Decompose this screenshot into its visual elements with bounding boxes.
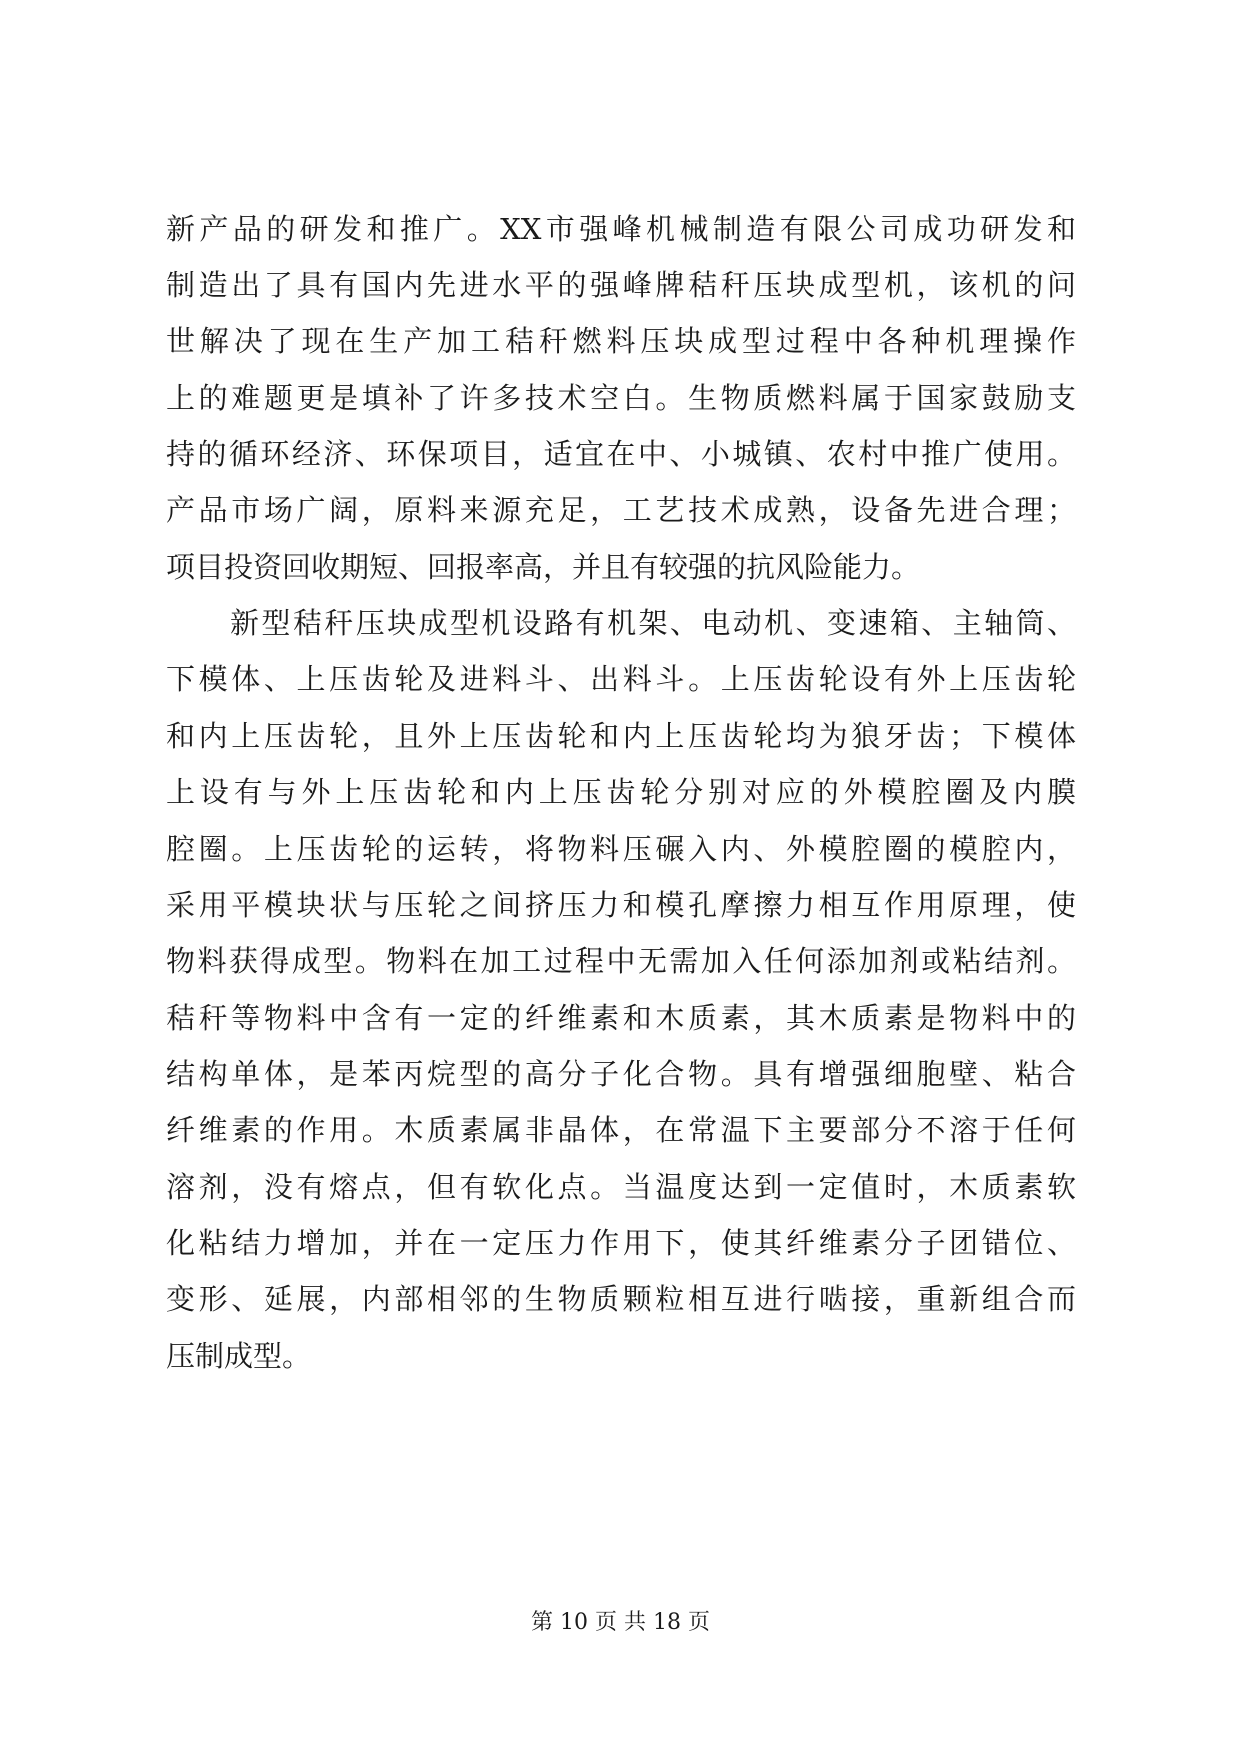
paragraph-2-line-7: 物料获得成型。物料在加工过程中无需加入任何添加剂或粘结剂。	[166, 944, 1076, 978]
paragraph-2-line-1: 新型秸秆压块成型机设路有机架、电动机、变速箱、主轴筒、	[230, 606, 1076, 640]
paragraph-1-line-2: 制造出了具有国内先进水平的强峰牌秸秆压块成型机，该机的问	[166, 268, 1076, 302]
paragraph-1-line-7: 项目投资回收期短、回报率高，并且有较强的抗风险能力。	[166, 550, 921, 584]
page-number-footer: 第 10 页 共 18 页	[531, 1610, 710, 1635]
paragraph-1-line-1: 新产品的研发和推广。XX市强峰机械制造有限公司成功研发和	[166, 212, 1076, 246]
paragraph-1-line-3: 世解决了现在生产加工秸秆燃料压块成型过程中各种机理操作	[166, 324, 1076, 358]
paragraph-2-line-4: 上设有与外上压齿轮和内上压齿轮分别对应的外模腔圈及内膜	[166, 775, 1076, 809]
paragraph-2-line-8: 秸秆等物料中含有一定的纤维素和木质素，其木质素是物料中的	[166, 1001, 1076, 1035]
paragraph-2-line-9: 结构单体，是苯丙烷型的高分子化合物。具有增强细胞壁、粘合	[166, 1057, 1076, 1091]
paragraph-2-line-12: 化粘结力增加，并在一定压力作用下，使其纤维素分子团错位、	[166, 1226, 1076, 1260]
paragraph-1-line-5: 持的循环经济、环保项目，适宜在中、小城镇、农村中推广使用。	[166, 437, 1076, 471]
paragraph-1-line-4: 上的难题更是填补了许多技术空白。生物质燃料属于国家鼓励支	[166, 381, 1076, 415]
paragraph-2-line-13: 变形、延展，内部相邻的生物质颗粒相互进行啮接，重新组合而	[166, 1282, 1076, 1316]
paragraph-2-line-3: 和内上压齿轮，且外上压齿轮和内上压齿轮均为狼牙齿；下模体	[166, 719, 1076, 753]
paragraph-2-line-14: 压制成型。	[166, 1339, 312, 1373]
paragraph-2-line-5: 腔圈。上压齿轮的运转，将物料压碾入内、外模腔圈的模腔内，	[166, 832, 1076, 866]
paragraph-2-line-6: 采用平模块状与压轮之间挤压力和模孔摩擦力相互作用原理，使	[166, 888, 1076, 922]
paragraph-2-line-11: 溶剂，没有熔点，但有软化点。当温度达到一定值时，木质素软	[166, 1170, 1076, 1204]
paragraph-1-line-6: 产品市场广阔，原料来源充足，工艺技术成熟，设备先进合理；	[166, 493, 1076, 527]
paragraph-2-line-2: 下模体、上压齿轮及进料斗、出料斗。上压齿轮设有外上压齿轮	[166, 662, 1076, 696]
paragraph-2-line-10: 纤维素的作用。木质素属非晶体，在常温下主要部分不溶于任何	[166, 1113, 1076, 1147]
